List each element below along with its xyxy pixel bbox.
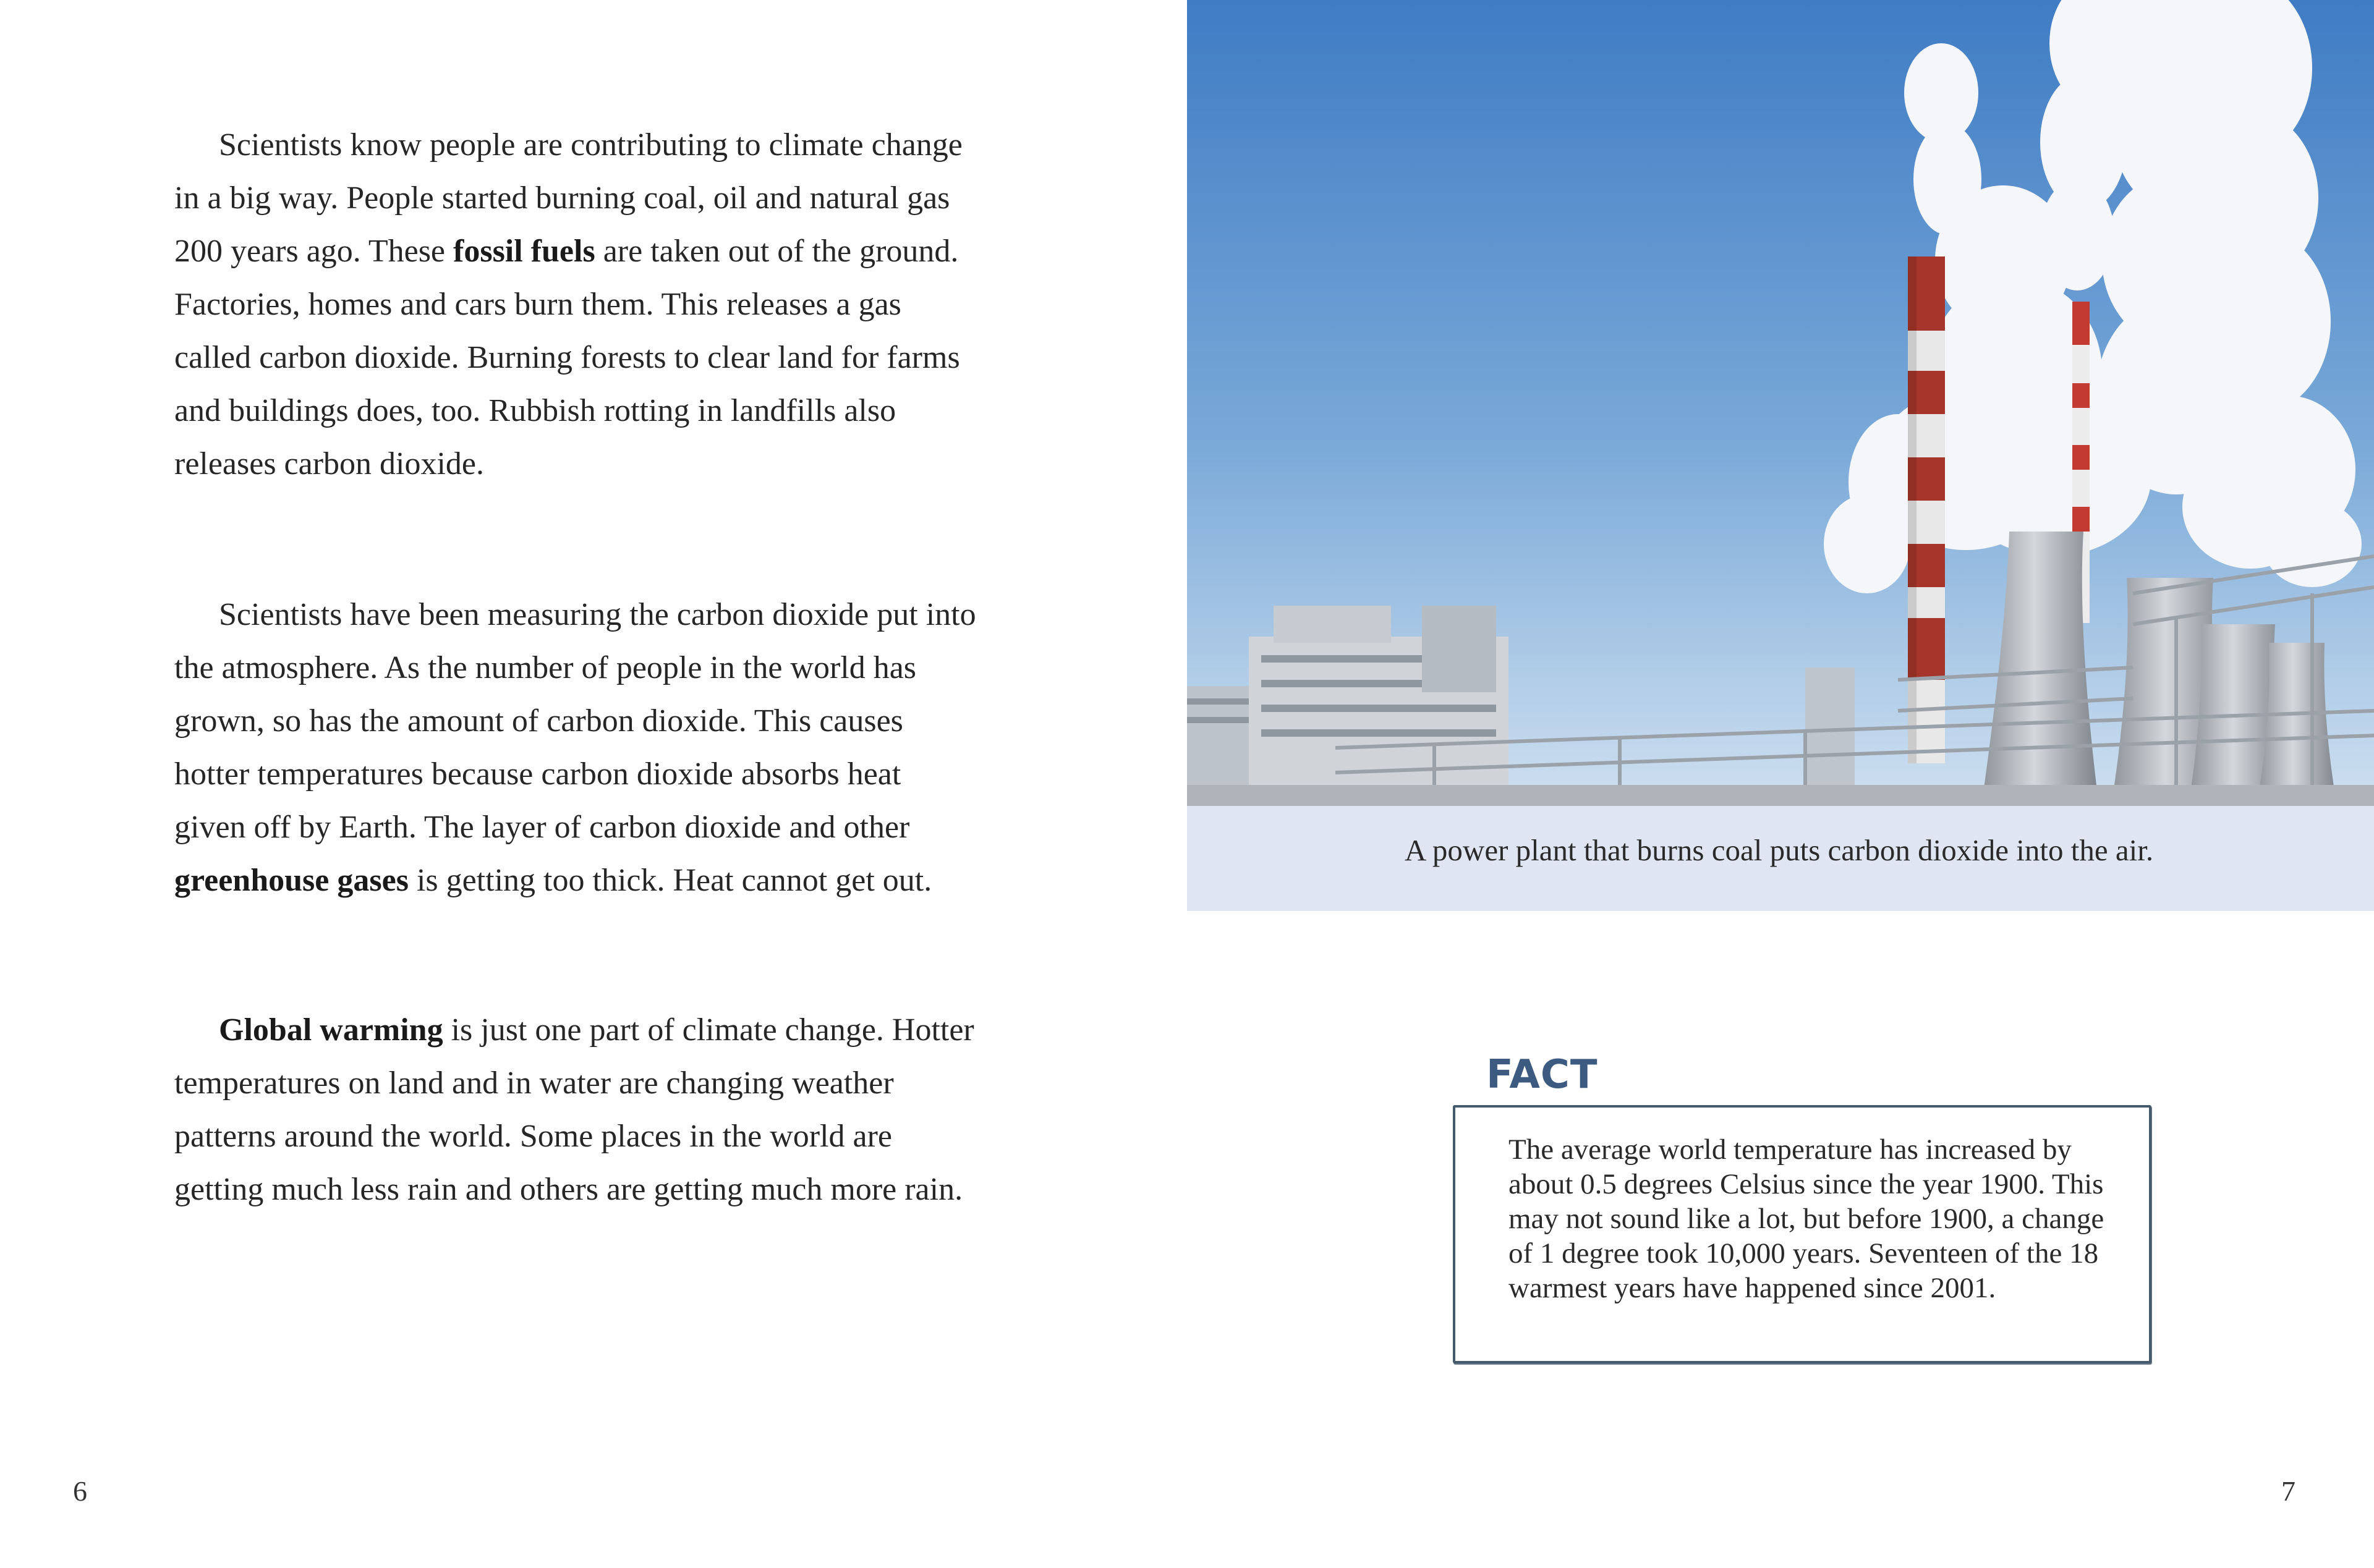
para-1-segment-3: are taken out of the ground. Factories, homes and cars burn them. This releases a gas called carbon dioxide. Burning forests to clear land for farms and buildings does, too. Rubbish rotting in landfills also releases carbon dioxide. bbox=[174, 234, 960, 481]
ground bbox=[1187, 785, 2374, 806]
term-global-warming: Global warming bbox=[219, 1012, 443, 1048]
term-fossil-fuels: fossil fuels bbox=[453, 234, 595, 269]
fact-text: The average world temperature has increased by about 0.5 degrees Celsius since the year 1900. This may not sound like a lot, but before 1900, a change of 1 degree took 10,000 years. Seventeen of the 18 warmest years have happened since 2001. bbox=[1508, 1134, 2104, 1304]
fact-heading: FACT bbox=[1486, 1052, 1598, 1098]
page-number-left: 6 bbox=[73, 1475, 87, 1507]
body-paragraph-3 bbox=[174, 1004, 978, 1216]
power-plant-photo bbox=[1187, 0, 2374, 806]
term-greenhouse-gases: greenhouse gases bbox=[174, 863, 409, 898]
para-2-segment-1: Scientists have been measuring the carbon dioxide put into the atmosphere. As the number of people in the world has grown, so has the amount of carbon dioxide. This causes hotter temperatures because carbon dioxide absorbs heat given off by Earth. The layer of carbon dioxide and other bbox=[174, 597, 976, 845]
para-3-segment-2: is just one part of climate change. Hotter temperatures on land and in water are changing weather patterns around the world. Some places in the world are getting much less rain and others are getting much more rain. bbox=[174, 1012, 974, 1207]
fact-box bbox=[1453, 1105, 2151, 1363]
para-1-segment-1: Scientists know people are contributing to climate change in a big way. People started burning coal, oil and natural gas 200 years ago. These bbox=[174, 127, 963, 269]
photo-caption: A power plant that burns coal puts carbon dioxide into the air. bbox=[1405, 833, 2154, 867]
body-paragraph-2 bbox=[174, 588, 978, 907]
chimney-left bbox=[1908, 256, 1945, 763]
caption-band bbox=[1187, 806, 2374, 911]
body-paragraph-1 bbox=[174, 119, 978, 491]
page-number-right: 7 bbox=[2281, 1475, 2295, 1507]
para-2-segment-3: is getting too thick. Heat cannot get out. bbox=[408, 863, 932, 898]
